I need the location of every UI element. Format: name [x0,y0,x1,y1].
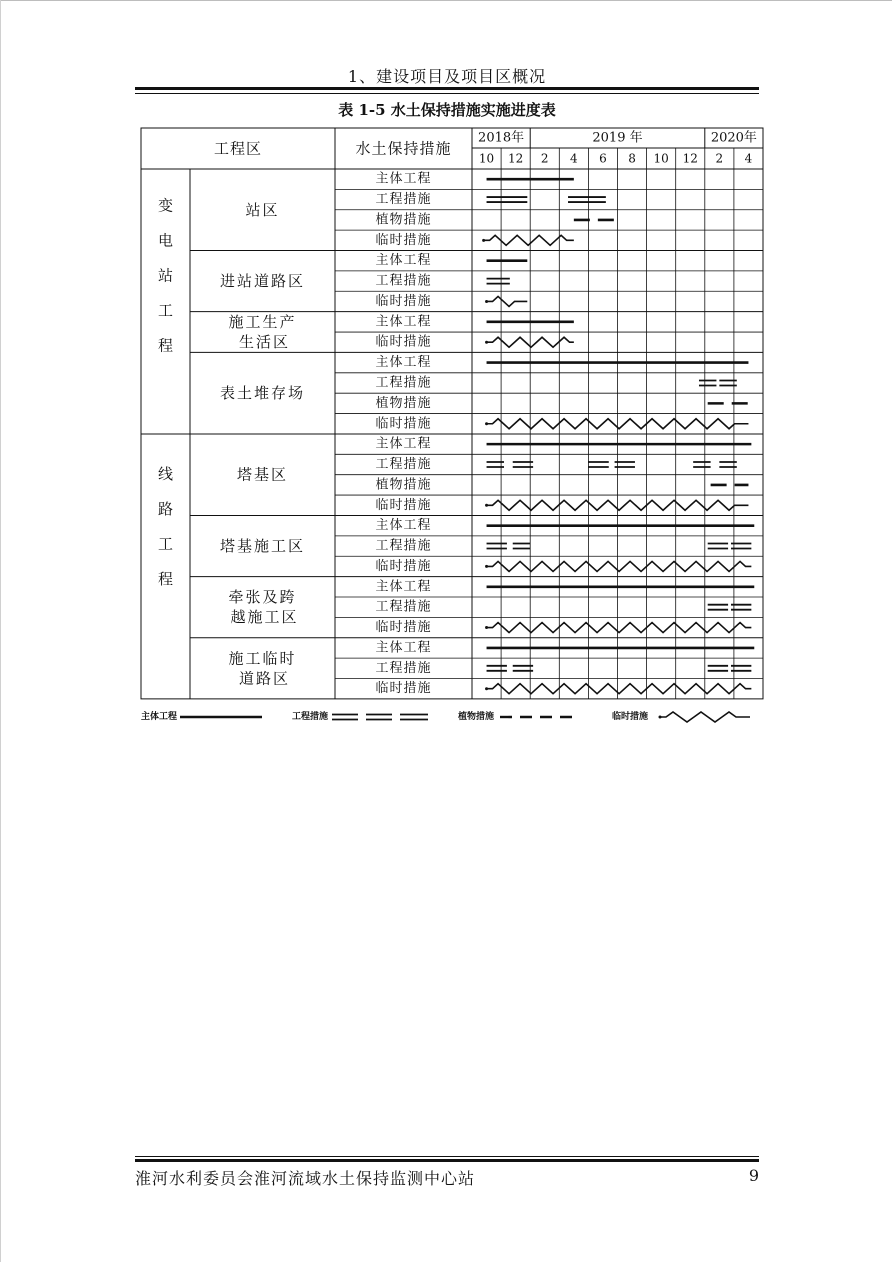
measure-label: 临时措施 [375,558,432,574]
month-label: 10 [653,151,669,166]
running-header-title: 1、建设项目及项目区概况 [347,67,547,86]
group-name-char: 电 [157,231,174,250]
month-label: 4 [570,151,578,166]
measure-label: 临时措施 [375,620,432,636]
measure-label: 临时措施 [375,497,432,513]
legend-temp-line-end [659,716,662,719]
month-label: 2 [715,151,724,166]
measure-label: 临时措施 [375,334,432,350]
legend-label: 临时措施 [612,712,649,722]
measure-label: 工程措施 [375,457,432,473]
year-label: 2020年 [710,130,757,146]
legend-temp-line [660,712,750,722]
measure-label: 主体工程 [375,579,432,595]
area-name: 塔基区 [236,465,289,484]
bar-temp-end [485,504,488,507]
measure-label: 植物措施 [375,395,432,411]
area-name: 进站道路区 [219,272,306,291]
group-name-char: 变 [157,196,174,215]
bar-temp-end [482,239,485,242]
measure-label: 主体工程 [375,171,432,187]
col-header-area: 工程区 [213,139,263,158]
footer-rule-thick [135,1159,759,1162]
measure-label: 植物措施 [375,212,432,228]
measure-label: 临时措施 [375,681,432,697]
month-label: 4 [744,151,753,166]
measure-label: 主体工程 [375,436,432,452]
measure-label: 主体工程 [375,518,432,534]
table-title: 表 1-5 水土保持措施实施进度表 [338,101,556,119]
measure-label: 主体工程 [375,355,432,371]
year-label: 2018年 [478,130,525,146]
measure-label: 植物措施 [375,477,432,493]
bar-temp-end [485,341,488,344]
bar-temp-end [485,687,488,690]
area-name: 越施工区 [230,608,299,627]
measure-label: 工程措施 [375,192,432,208]
month-label: 8 [628,151,636,166]
measure-label: 主体工程 [375,253,432,269]
footer-rule-thin [135,1156,759,1157]
legend-label: 主体工程 [141,712,178,722]
col-header-measure: 水土保持措施 [355,139,452,158]
measure-label: 工程措施 [375,273,432,289]
month-label: 12 [508,151,524,166]
measure-label: 工程措施 [375,538,432,554]
measure-label: 主体工程 [375,640,432,656]
area-name: 施工临时 [228,649,297,668]
footer-organization: 淮河水利委员会淮河流域水土保持监测中心站 [135,1169,476,1188]
measure-label: 临时措施 [375,232,432,248]
area-name: 生活区 [238,333,291,352]
measure-label: 工程措施 [375,660,432,676]
page-number: 9 [748,1166,759,1185]
measure-label: 工程措施 [375,375,432,391]
area-name: 塔基施工区 [219,537,306,556]
bar-temp-end [485,422,488,425]
group-name-char: 工 [157,534,174,553]
group-name-char: 程 [157,569,174,588]
group-name-char: 程 [157,336,174,355]
legend-label: 工程措施 [292,712,329,722]
bar-temp-end [485,565,488,568]
group-name-char: 工 [157,301,174,320]
measure-label: 主体工程 [375,314,432,330]
area-name: 表土堆存场 [219,384,306,403]
measure-label: 工程措施 [375,599,432,615]
bar-temp [487,296,528,306]
month-label: 6 [599,151,607,166]
month-label: 10 [478,151,495,166]
bar-temp [484,235,574,245]
bar-temp-end [485,626,488,629]
month-label: 2 [540,151,549,166]
bar-temp [487,684,752,694]
month-label: 12 [682,151,698,166]
bar-temp [487,623,752,633]
group-name-char: 线 [157,464,174,483]
measure-label: 临时措施 [375,416,432,432]
area-name: 道路区 [238,669,291,688]
group-name-char: 站 [157,266,174,285]
legend-label: 植物措施 [458,712,495,722]
area-name: 牵张及跨 [228,588,297,607]
area-name: 站区 [245,200,280,219]
bar-temp [487,561,752,571]
bar-temp-end [485,300,488,303]
year-label: 2019 年 [592,130,643,146]
measure-label: 临时措施 [375,293,432,309]
group-name-char: 路 [157,499,174,518]
area-name: 施工生产 [228,313,297,332]
